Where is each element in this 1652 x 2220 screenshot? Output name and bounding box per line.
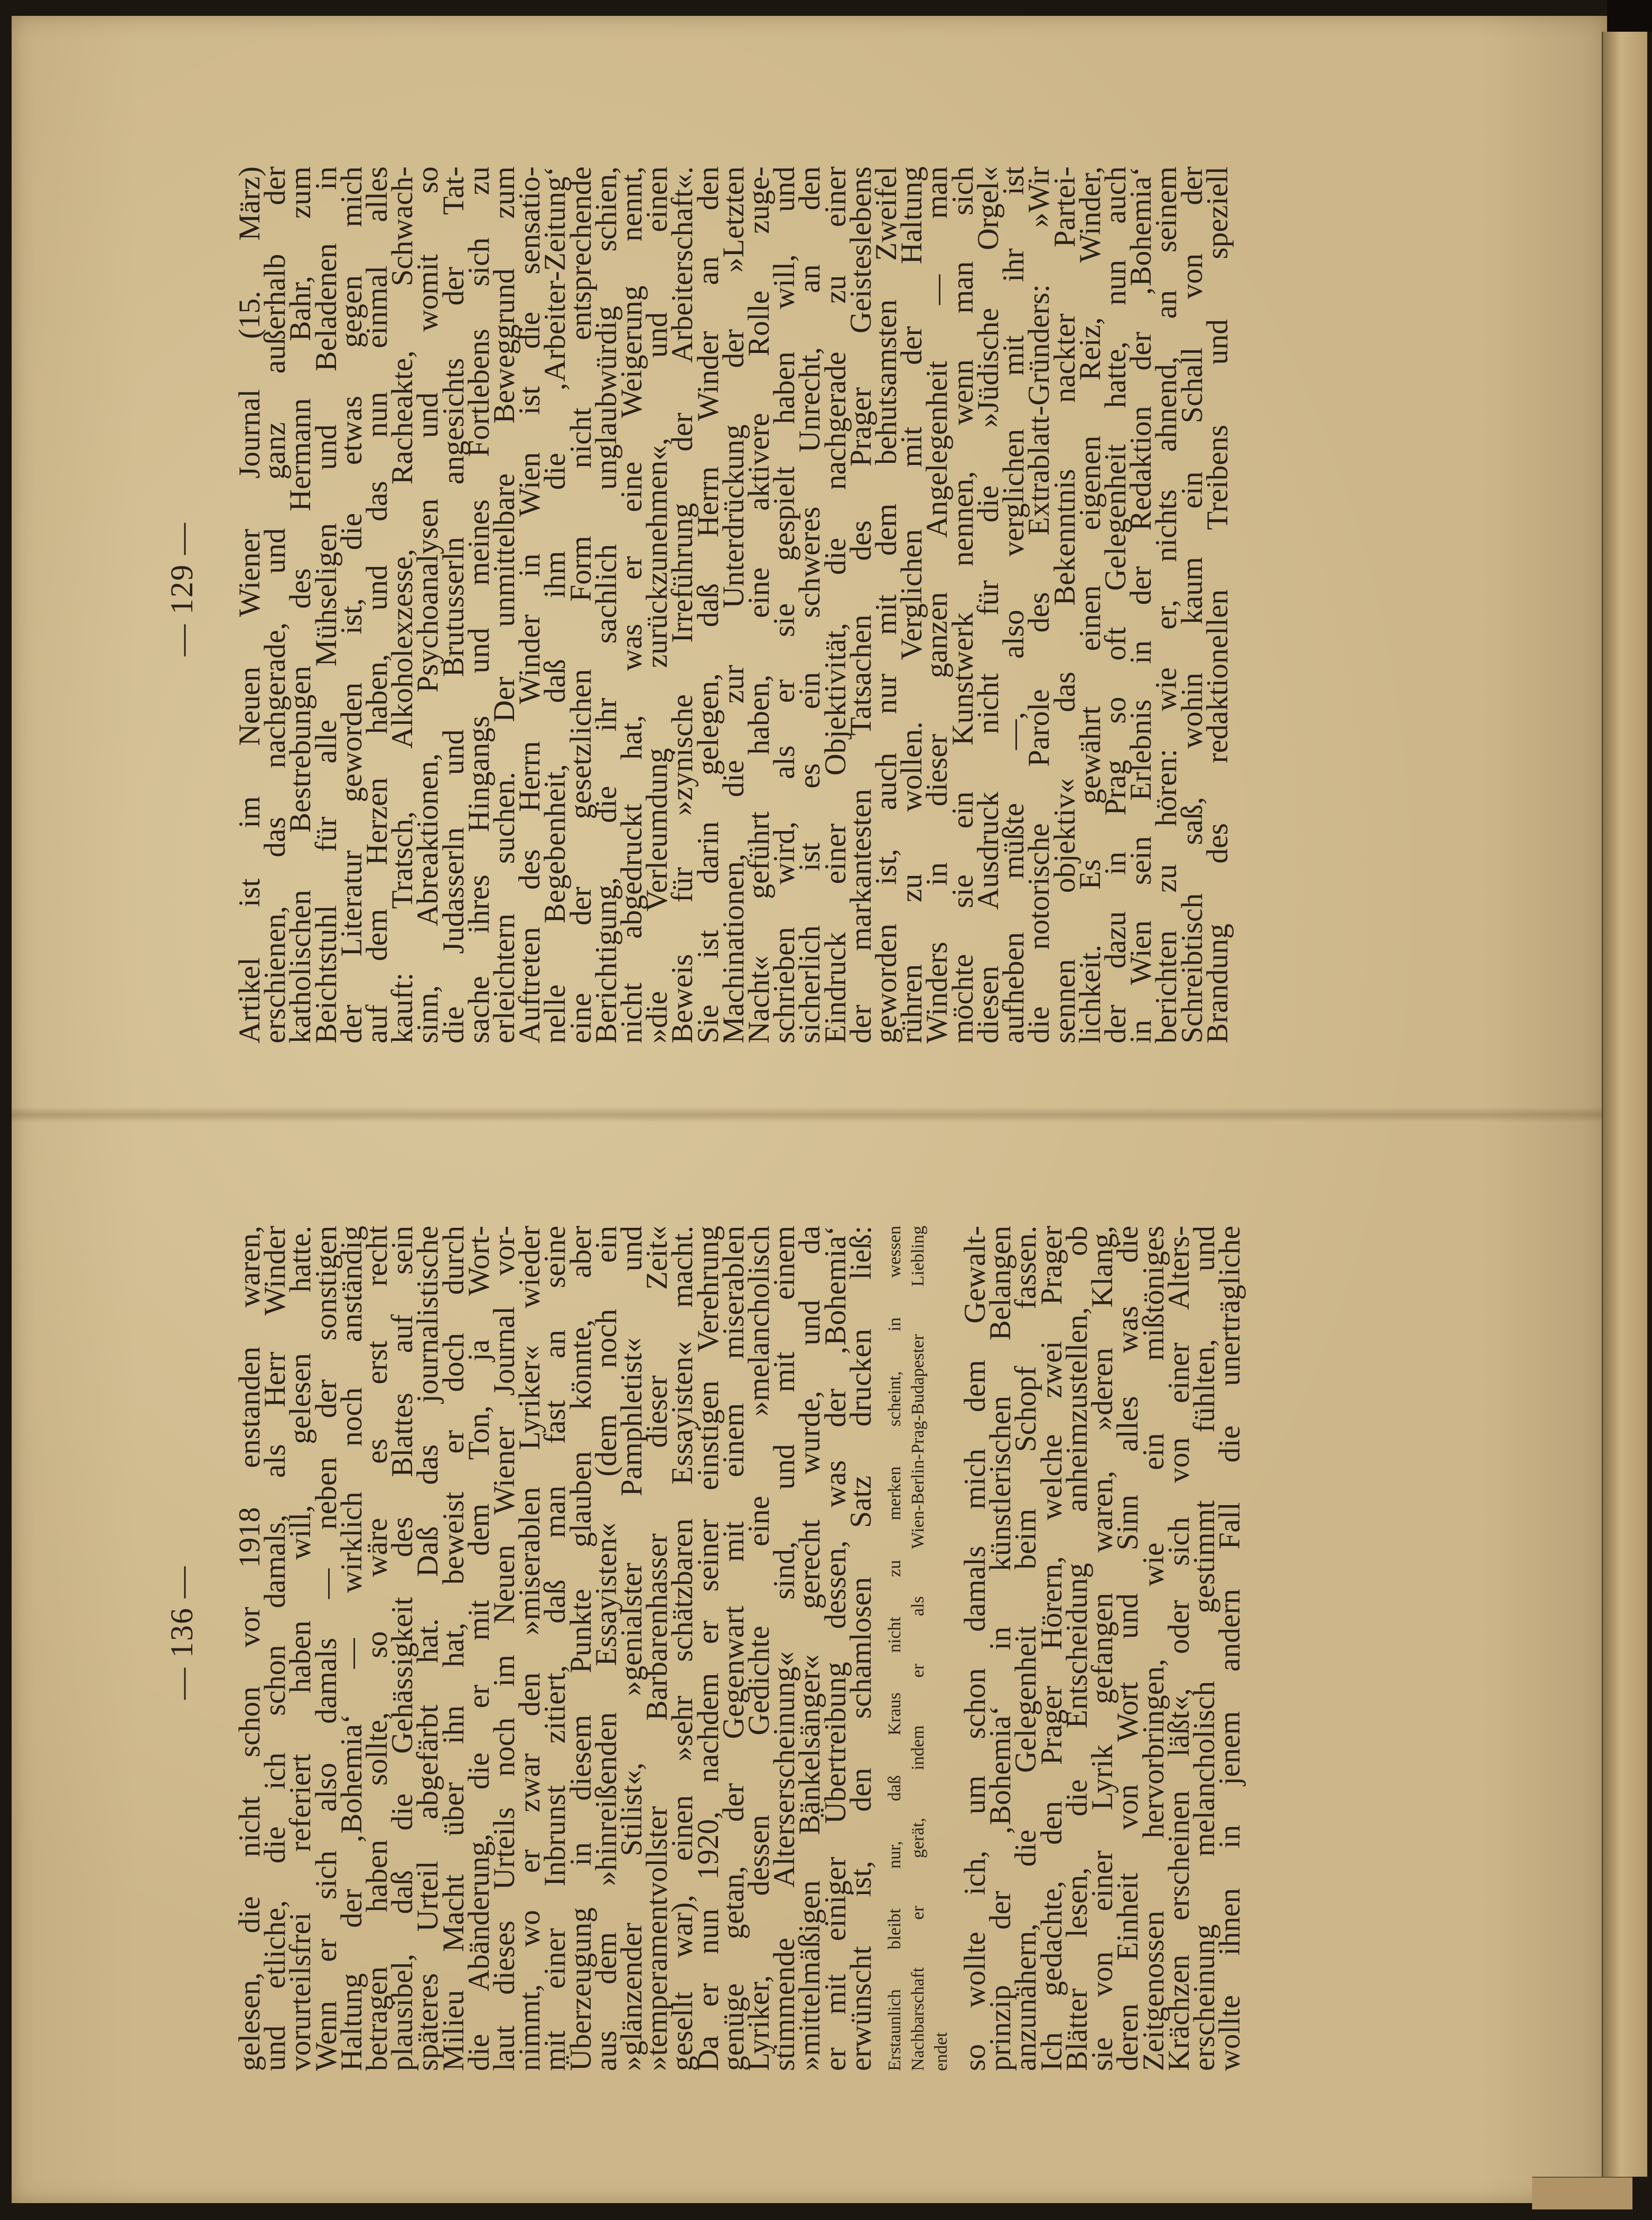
text-line: berichten zu hören: wie er, nichts ahnend, an seinem — [1150, 166, 1183, 1043]
adjacent-page-edge — [1602, 32, 1647, 2177]
text-line: gelesen, die nicht schon vor 1918 enstanden waren, — [233, 1226, 266, 2071]
text-line: vorurteilsfrei referiert haben will, gelesen hatte. — [284, 1226, 318, 2071]
text-line: die Abänderung, die er mit dem Ton, ja Wort- — [462, 1226, 496, 2071]
text-line: möchte sie ein Kunstwerk nennen, wenn man sich — [946, 166, 979, 1043]
text-line: Machinationen, die zur Unterdrückung der »Letzten — [716, 166, 750, 1043]
text-line: Krächzen erscheinen läßt«, oder sich von einer Alters- — [1162, 1226, 1196, 2071]
page-number: — 129 — — [164, 522, 199, 656]
text-line: laut dieses Urteils noch im Neuen Wiener Journal vor- — [488, 1226, 521, 2071]
text-line: rühren zu wollen. Verglichen mit der Haltung — [895, 166, 929, 1043]
quoted-note — [883, 1226, 953, 2071]
text-line: Blätter lesen, die Entscheidung anheimzustellen, ob — [1060, 1226, 1094, 2071]
text-line: Lyriker, dessen Gedichte eine »melancholisch — [742, 1226, 776, 2071]
text-line: die Judasserln und Brutusserln angesichts der Tat- — [436, 166, 470, 1043]
text-line: aus dem »hinreißenden Essayisten« (dem noch ein — [589, 1226, 623, 2071]
text-line: und etliche, die ich schon damals, als Herr Winder — [258, 1226, 292, 2071]
page-body-after-note — [958, 1226, 1247, 2071]
text-line: er mit einiger Übertreibung dessen, was der ‚Bohemia‘ — [818, 1226, 852, 2071]
text-line: anzunähern, die Gelegenheit beim Schopf fassen. — [1009, 1226, 1043, 2071]
text-line: »temperamentvollster Barbarenhasser dieser Zeit« — [640, 1226, 674, 2071]
page-129 — [164, 166, 1234, 1043]
text-line: »mittelmäßigen Bänkelsänger« gerecht wurde, und da — [793, 1226, 827, 2071]
text-line: Wenn er sich also damals — neben der sonstigen — [309, 1226, 343, 2071]
text-line: sennen objektiv« das Bekenntnis nackter Partei- — [1048, 166, 1081, 1043]
text-line: Beichtstuhl für alle Mühseligen und Beladenen in — [309, 166, 343, 1043]
text-line: Artikel ist im Neuen Wiener Journal (15. März) — [233, 166, 266, 1043]
text-line: so wollte ich, um schon damals mich dem Gewalt- — [958, 1226, 992, 2071]
page-body-before-note — [233, 1226, 878, 2071]
text-line: sicherlich ist es ein schweres Unrecht, an den — [793, 166, 827, 1043]
text-line: gesellt war), einen »sehr schätzbaren Essayisten« macht. — [666, 1226, 699, 2071]
text-line: Da er nun 1920, nachdem er seiner einstigen Verehrung — [691, 1226, 725, 2071]
text-line: katholischen Bestrebungen des Hermann Bahr, zum — [284, 166, 318, 1043]
text-line: prinzip der ‚Bohemia‘ in künstlerischen Belangen — [984, 1226, 1018, 2071]
text-line: in Wien sein Erlebnis in der Redaktion der ‚Bohemia‘ — [1124, 166, 1158, 1043]
text-line: erschienen, das nachgerade, und ganz außerhalb der — [258, 166, 292, 1043]
text-line: mit einer Inbrunst zitiert, daß man fast an seine — [538, 1226, 572, 2071]
text-line: Nacht« geführt haben, eine aktivere Rolle zuge- — [742, 166, 776, 1043]
binding-tab — [1532, 2177, 1632, 2209]
text-line: geworden ist, auch nur mit dem behutsamsten Zweifel — [870, 166, 903, 1043]
text-line: genüge getan, der Gegenwart mit einem miserablen — [716, 1226, 750, 2071]
text-line: der dazu in Prag so oft Gelegenheit hatte, nun auch — [1098, 166, 1132, 1043]
text-line: der markantesten Tatsachen des Prager Geisteslebens — [844, 166, 878, 1043]
text-line: Winders in dieser ganzen Angelegenheit — man — [920, 166, 954, 1043]
text-line: Überzeugung in diesem Punkte glauben könnte, aber — [564, 1226, 598, 2071]
text-line: schrieben wird, als er sie gespielt haben will, und — [768, 166, 801, 1043]
text-line: auf dem Herzen haben, und das nun einmal alles — [360, 166, 394, 1043]
page-body — [233, 166, 1234, 1043]
text-line: Schreibtisch saß, wohin kaum ein Schall von der — [1175, 166, 1209, 1043]
text-line: plausibel, daß die Gehässigkeit des Blattes auf sein — [386, 1226, 419, 2071]
text-line: Auftreten des Herrn Winder in Wien ist die sensatio- — [513, 166, 547, 1043]
text-line: der Literatur geworden ist, die etwas gegen mich — [334, 166, 368, 1043]
text-line: Sie ist darin gelegen, daß Herrn Winder an den — [691, 166, 725, 1043]
text-line: erleichtern suchen. Der unmittelbare Beweggrund zum — [488, 166, 521, 1043]
text-line: sinn, Abreaktionen, Psychoanalysen und womit so — [411, 166, 445, 1043]
text-line: nimmt, wo er zwar den »miserablen Lyriker« wieder — [513, 1226, 547, 2071]
text-line: Ich gedachte, den Prager Hörern, welche zwei Prager — [1034, 1226, 1068, 2071]
text-line: sache ihres Hingangs und meines Fortlebens sich zu — [462, 166, 496, 1043]
text-line: Eindruck einer Objektivität, die nachgerade zu einer — [818, 166, 852, 1043]
text-line: lichkeit. Es gewährt einen eigenen Reiz, Winder, — [1073, 166, 1107, 1043]
text-line: Milieu Macht über ihn hat, beweist er doch durch — [436, 1226, 470, 2071]
note-line: endet — [931, 2032, 951, 2071]
note-line: Nachbarschaft er gerät, indem er als Wien-Berlin-Prag-Budapester Liebling — [908, 1226, 928, 2071]
text-line: Beweis für »zynische Irreführung der Arbeiterschaft«. — [666, 166, 699, 1043]
text-line: kauft: Tratsch, Alkoholexzesse, Racheakte, Schwach- — [386, 166, 419, 1043]
text-line: »die Verleumdung zurückzunehmen«, und einen — [640, 166, 674, 1043]
text-line: späteres Urteil abgefärbt hat. Daß das journalistische — [411, 1226, 445, 2071]
text-line: Zeitgenossen hervorbringen, wie ein mißtöniges — [1136, 1226, 1170, 2071]
text-line: wollte ihnen in jenem andern Fall die unerträgliche — [1213, 1226, 1247, 2071]
text-line: betragen haben sollte, so wäre es erst recht — [360, 1226, 394, 2071]
text-line: diesen Ausdruck nicht für die »Jüdische Orgel« — [971, 166, 1005, 1043]
text-line: Brandung des redaktionellen Treibens und speziell — [1200, 166, 1234, 1043]
note-line: Erstaunlich bleibt nur, daß Kraus nicht zu merken scheint, in wessen — [885, 1226, 905, 2071]
scan-background-corner — [1607, 0, 1652, 32]
text-line: die notorische Parole des Extrablatt-Gründers: »Wir — [1022, 166, 1056, 1043]
text-line: erwünscht ist, den schamlosen Satz drucken ließ: — [844, 1226, 878, 2071]
page-136 — [164, 1226, 1247, 2071]
text-line: nicht abgedruckt hat, was er eine Weigerung nennt, — [615, 166, 649, 1043]
page-number: — 136 — — [164, 1565, 199, 1700]
text-line: stimmende Alterserscheinung« sind, und mit einem — [768, 1226, 801, 2071]
text-line: sie von einer Lyrik gefangen waren, »deren Klang, — [1086, 1226, 1119, 2071]
text-line: »glänzender Stilist«, »genialster Pamphletist« und — [615, 1226, 649, 2071]
text-line: nelle Begebenheit, daß ihm die ‚Arbeiter-Zeitung‘ — [538, 166, 572, 1043]
text-line: aufheben müßte —, also verglichen mit ihr ist — [997, 166, 1031, 1043]
text-line: eine der gesetzlichen Form nicht entsprechende — [564, 166, 598, 1043]
text-line: erscheinung melancholisch gestimmt fühlten, und — [1187, 1226, 1221, 2071]
text-line: Haltung der ‚Bohemia‘ — wirklich noch anständig — [334, 1226, 368, 2071]
text-line: Berichtigung, die ihr sachlich unglaubwürdig schien, — [589, 166, 623, 1043]
center-fold — [12, 1107, 1607, 1123]
text-line: deren Einheit von Wort und Sinn alles was die — [1111, 1226, 1145, 2071]
